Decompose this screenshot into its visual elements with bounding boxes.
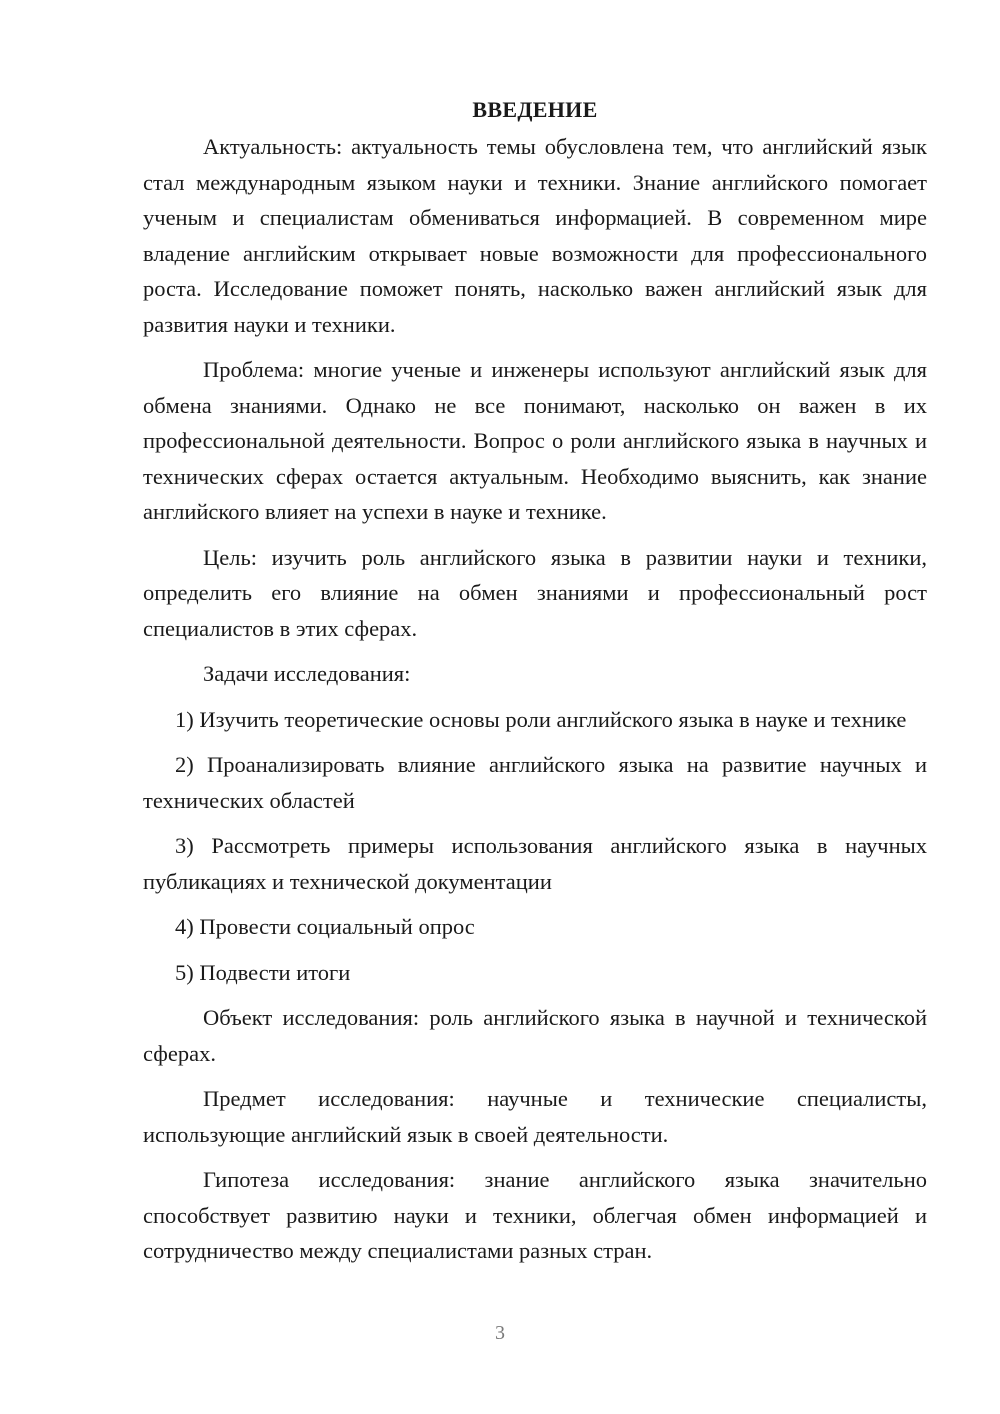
page-number: 3 xyxy=(495,1322,505,1344)
document-page xyxy=(143,92,927,1279)
list-item-task-2: 2) Проанализировать влияние английского языка на развитие научных и технических областей xyxy=(143,752,927,813)
paragraph-hypothesis: Гипотеза исследования: знание английского языка значительно способствует развитию науки и техники, облегчая обмен информацией и сотрудничество между специалистами разных стран. xyxy=(143,1167,927,1263)
paragraph-object: Объект исследования: роль английского языка в научной и технической сферах. xyxy=(143,1005,927,1066)
paragraph-relevance: Актуальность: актуальность темы обусловлена тем, что английский язык стал международным языком науки и техники. Знание английского помогает ученым и специалистам обмениваться информацией. В современном мире владение английским открывает новые возможности для профессионального роста. Исследование поможет понять, насколько важен английский язык для развития науки и техники. xyxy=(143,134,927,337)
paragraph-problem: Проблема: многие ученые и инженеры используют английский язык для обмена знаниями. Однако не все понимают, насколько он важен в их профессиональной деятельности. Вопрос о роли английского языка в научных и технических сферах остается актуальным. Необходимо выяснить, как знание английского влияет на успехи в науке и технике. xyxy=(143,357,927,524)
list-item-task-5: 5) Подвести итоги xyxy=(175,959,351,985)
list-item-task-3: 3) Рассмотреть примеры использования английского языка в научных публикациях и технической документации xyxy=(143,833,927,894)
paragraph-goal: Цель: изучить роль английского языка в развитии науки и техники, определить его влияние на обмен знаниями и профессиональный рост специалистов в этих сферах. xyxy=(143,544,927,641)
section-title: ВВЕДЕНИЕ xyxy=(472,97,598,122)
list-item-task-4: 4) Провести социальный опрос xyxy=(175,914,475,939)
list-item-task-1: 1) Изучить теоретические основы роли английского языка в науке и технике xyxy=(175,706,907,732)
paragraph-tasks-heading: Задачи исследования: xyxy=(203,661,411,686)
paragraph-subject: Предмет исследования: научные и технические специалисты, использующие английский язык в своей деятельности. xyxy=(143,1086,927,1147)
